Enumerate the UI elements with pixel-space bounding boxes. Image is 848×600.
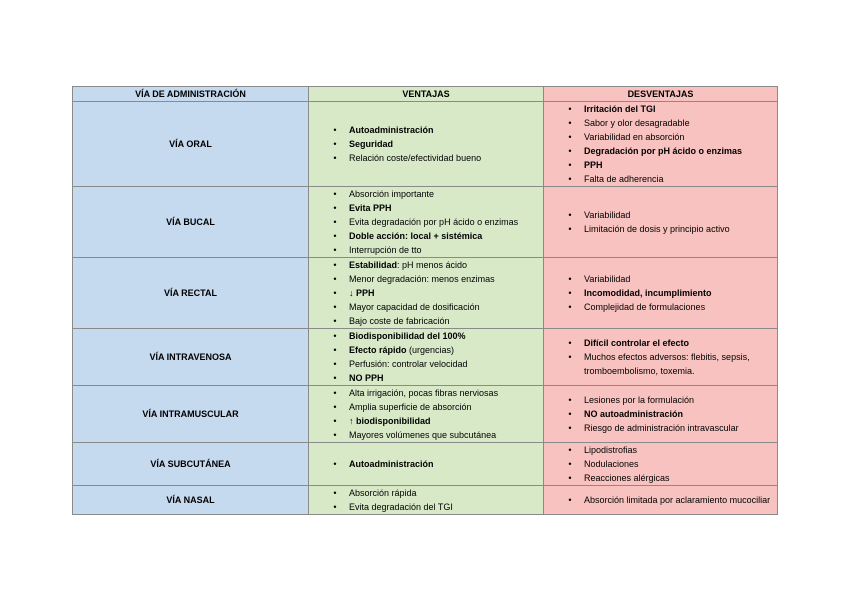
- list-item: • Evita PPH: [317, 201, 543, 215]
- list-item: • Degradación por pH ácido o enzimas: [552, 144, 777, 158]
- bullet-icon: •: [333, 345, 337, 355]
- list-item: • Absorción importante: [317, 187, 543, 201]
- administration-routes-table: [72, 86, 778, 515]
- bullet-icon: •: [568, 174, 572, 184]
- list-item: • Difícil controlar el efecto: [552, 336, 777, 350]
- bullet-icon: •: [568, 423, 572, 433]
- list-item: • Falta de adherencia: [552, 172, 777, 186]
- list-item: • Variabilidad: [552, 208, 777, 222]
- bullet-icon: •: [333, 217, 337, 227]
- list-item: • Sabor y olor desagradable: [552, 116, 777, 130]
- disadvantages-cell: [544, 258, 778, 329]
- list-item: • PPH: [552, 158, 777, 172]
- bullet-icon: •: [333, 416, 337, 426]
- list-item: • Mayores volúmenes que subcutánea: [317, 428, 543, 442]
- list-item: • Variabilidad: [552, 272, 777, 286]
- list-item: • Bajo coste de fabricación: [317, 314, 543, 328]
- list-item: • NO autoadministración: [552, 407, 777, 421]
- list-item: • Lipodistrofias: [552, 443, 777, 457]
- route-name: VÍA BUCAL: [73, 187, 309, 258]
- list-item: • Interrupción de tto: [317, 243, 543, 257]
- bullet-icon: •: [333, 502, 337, 512]
- disadvantages-cell: [544, 486, 778, 515]
- list-item: • NO PPH: [317, 371, 543, 385]
- list-item: • Complejidad de formulaciones: [552, 300, 777, 314]
- bullet-icon: •: [568, 288, 572, 298]
- disadvantages-cell: [544, 102, 778, 187]
- list-item: • ↑ biodisponibilidad: [317, 414, 543, 428]
- route-name: VÍA INTRAMUSCULAR: [73, 386, 309, 443]
- bullet-icon: •: [333, 203, 337, 213]
- disadvantages-cell: [544, 443, 778, 486]
- table-row: [73, 102, 778, 187]
- list-item: • Autoadministración: [317, 123, 543, 137]
- bullet-icon: •: [333, 316, 337, 326]
- list-item: • Absorción limitada por aclaramiento mucociliar: [552, 493, 777, 507]
- bullet-icon: •: [333, 402, 337, 412]
- list-item: • Nodulaciones: [552, 457, 777, 471]
- bullet-icon: •: [333, 245, 337, 255]
- table-row: [73, 386, 778, 443]
- bullet-icon: •: [333, 388, 337, 398]
- list-item: • Incomodidad, incumplimiento: [552, 286, 777, 300]
- bullet-icon: •: [568, 338, 572, 348]
- list-item: • Efecto rápido (urgencias): [317, 343, 543, 357]
- route-name: VÍA SUBCUTÁNEA: [73, 443, 309, 486]
- header-advantages: VENTAJAS: [309, 87, 544, 102]
- bullet-icon: •: [333, 359, 337, 369]
- bullet-icon: •: [568, 146, 572, 156]
- bullet-icon: •: [333, 153, 337, 163]
- bullet-icon: •: [333, 288, 337, 298]
- bullet-icon: •: [568, 104, 572, 114]
- arrow-up-icon: ↑: [349, 416, 357, 426]
- bullet-icon: •: [568, 352, 572, 362]
- bullet-icon: •: [568, 132, 572, 142]
- bullet-icon: •: [568, 495, 572, 505]
- list-item: • Estabilidad: pH menos ácido: [317, 258, 543, 272]
- disadvantages-cell: [544, 386, 778, 443]
- list-item: • Seguridad: [317, 137, 543, 151]
- header-disadvantages: DESVENTAJAS: [544, 87, 778, 102]
- bullet-icon: •: [333, 331, 337, 341]
- bullet-icon: •: [333, 430, 337, 440]
- bullet-icon: •: [568, 302, 572, 312]
- bullet-icon: •: [568, 395, 572, 405]
- bullet-icon: •: [568, 118, 572, 128]
- list-item: • Irritación del TGI: [552, 102, 777, 116]
- bullet-icon: •: [333, 139, 337, 149]
- list-item: • Biodisponibilidad del 100%: [317, 329, 543, 343]
- list-item: • Autoadministración: [317, 457, 543, 471]
- advantages-cell: [309, 187, 544, 258]
- list-item: • Evita degradación por pH ácido o enzimas: [317, 215, 543, 229]
- list-item: • Menor degradación: menos enzimas: [317, 272, 543, 286]
- bullet-icon: •: [333, 125, 337, 135]
- list-item: • Absorción rápida: [317, 486, 543, 500]
- bullet-icon: •: [568, 210, 572, 220]
- advantages-cell: [309, 102, 544, 187]
- advantages-cell: [309, 386, 544, 443]
- list-item: • Alta irrigación, pocas fibras nerviosas: [317, 386, 543, 400]
- advantages-cell: [309, 258, 544, 329]
- bullet-icon: •: [333, 274, 337, 284]
- table-row: [73, 486, 778, 515]
- bullet-icon: •: [568, 224, 572, 234]
- route-name: VÍA INTRAVENOSA: [73, 329, 309, 386]
- bullet-icon: •: [568, 274, 572, 284]
- bullet-icon: •: [333, 189, 337, 199]
- bullet-icon: •: [568, 473, 572, 483]
- advantages-cell: [309, 486, 544, 515]
- header-row: [73, 87, 778, 102]
- header-route: VÍA DE ADMINISTRACIÓN: [73, 87, 309, 102]
- bullet-icon: •: [333, 302, 337, 312]
- list-item: • Muchos efectos adversos: flebitis, sepsis, tromboembolismo, toxemia.: [552, 350, 777, 378]
- advantages-cell: [309, 443, 544, 486]
- list-item: • Amplia superficie de absorción: [317, 400, 543, 414]
- disadvantages-cell: [544, 187, 778, 258]
- list-item: • Perfusión: controlar velocidad: [317, 357, 543, 371]
- list-item: • Riesgo de administración intravascular: [552, 421, 777, 435]
- list-item: • ↓ PPH: [317, 286, 543, 300]
- table-row: [73, 187, 778, 258]
- advantages-cell: [309, 329, 544, 386]
- list-item: • Limitación de dosis y principio activo: [552, 222, 777, 236]
- list-item: • Evita degradación del TGI: [317, 500, 543, 514]
- bullet-icon: •: [568, 459, 572, 469]
- list-item: • Reacciones alérgicas: [552, 471, 777, 485]
- list-item: • Doble acción: local + sistémica: [317, 229, 543, 243]
- list-item: • Mayor capacidad de dosificación: [317, 300, 543, 314]
- bullet-icon: •: [333, 260, 337, 270]
- list-item: • Relación coste/efectividad bueno: [317, 151, 543, 165]
- route-name: VÍA ORAL: [73, 102, 309, 187]
- table-row: [73, 443, 778, 486]
- route-name: VÍA NASAL: [73, 486, 309, 515]
- table-row: [73, 329, 778, 386]
- table-row: [73, 258, 778, 329]
- bullet-icon: •: [333, 459, 337, 469]
- disadvantages-cell: [544, 329, 778, 386]
- list-item: • Variabilidad en absorción: [552, 130, 777, 144]
- route-name: VÍA RECTAL: [73, 258, 309, 329]
- bullet-icon: •: [568, 160, 572, 170]
- bullet-icon: •: [333, 488, 337, 498]
- list-item: • Lesiones por la formulación: [552, 393, 777, 407]
- bullet-icon: •: [568, 409, 572, 419]
- bullet-icon: •: [333, 231, 337, 241]
- arrow-down-icon: ↓: [349, 288, 357, 298]
- bullet-icon: •: [333, 373, 337, 383]
- bullet-icon: •: [568, 445, 572, 455]
